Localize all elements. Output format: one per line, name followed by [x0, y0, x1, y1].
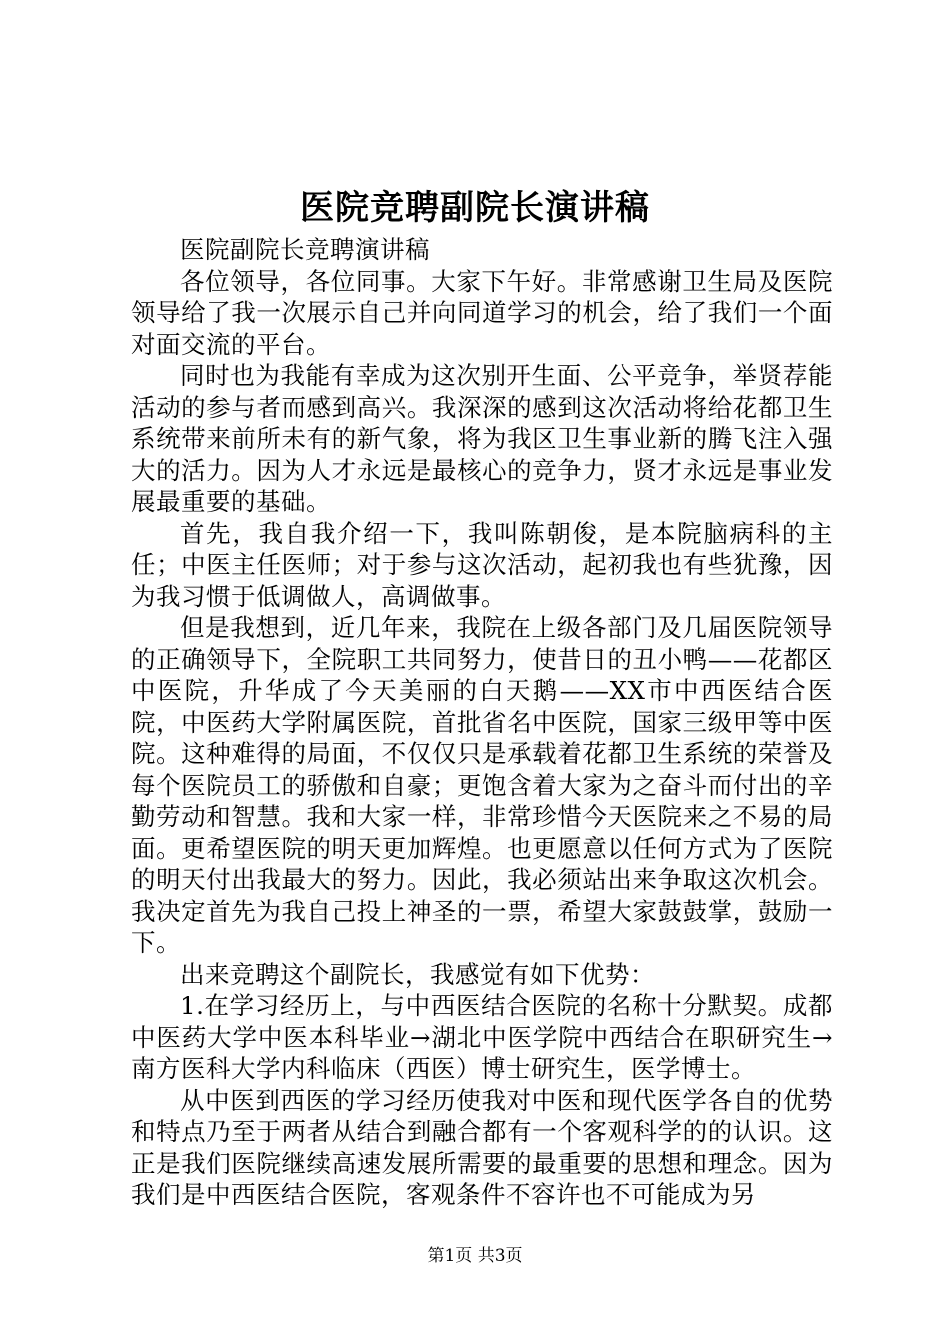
paragraph-advantage-1: 1.在学习经历上，与中西医结合医院的名称十分默契。成都中医药大学中医本科毕业→湖北中医学院中西结合在职研究生→南方医科大学内科临床（西医）博士研究生，医学博士。	[131, 991, 833, 1083]
paragraph: 但是我想到，近几年来，我院在上级各部门及几届医院领导的正确领导下，全院职工共同努力，使昔日的丑小鸭——花都区中医院，升华成了今天美丽的白天鹅——XX市中西医结合医院，中医药大学附属医院，首批省名中医院，国家三级甲等中医院。这种难得的局面，不仅仅只是承载着花都卫生系统的荣誉及每个医院员工的骄傲和自豪；更饱含着大家为之奋斗而付出的辛勤劳动和智慧。我和大家一样，非常珍惜今天医院来之不易的局面。更希望医院的明天更加辉煌。也更愿意以任何方式为了医院的明天付出我最大的努力。因此，我必须站出来争取这次机会。我决定首先为我自己投上神圣的一票，希望大家鼓鼓掌，鼓励一下。	[131, 613, 833, 957]
paragraph: 同时也为我能有幸成为这次别开生面、公平竞争，举贤荐能活动的参与者而感到高兴。我深深的感到这次活动将给花都卫生系统带来前所未有的新气象，将为我区卫生事业新的腾飞注入强大的活力。因为人才永远是最核心的竞争力，贤才永远是事业发展最重要的基础。	[131, 361, 833, 516]
document-body	[131, 234, 833, 1211]
page-number-footer: 第1页 共3页	[427, 1246, 523, 1266]
paragraph-advantages-intro: 出来竞聘这个副院长，我感觉有如下优势：	[180, 959, 655, 989]
paragraph: 从中医到西医的学习经历使我对中医和现代医学各自的优势和特点乃至于两者从结合到融合都有一个客观科学的的认识。这正是我们医院继续高速发展所需要的最重要的思想和理念。因为我们是中西医结合医院，客观条件不容许也不可能成为另	[131, 1085, 833, 1209]
paragraph-greeting: 各位领导，各位同事。大家下午好。非常感谢卫生局及医院领导给了我一次展示自己并向同道学习的机会，给了我们一个面对面交流的平台。	[131, 266, 833, 359]
paragraph-introduction: 首先，我自我介绍一下，我叫陈朝俊，是本院脑病科的主任；中医主任医师；对于参与这次活动，起初我也有些犹豫，因为我习惯于低调做人，高调做事。	[131, 518, 833, 611]
paragraph-subtitle: 医院副院长竞聘演讲稿	[180, 235, 430, 264]
document-title: 医院竞聘副院长演讲稿	[300, 188, 650, 228]
